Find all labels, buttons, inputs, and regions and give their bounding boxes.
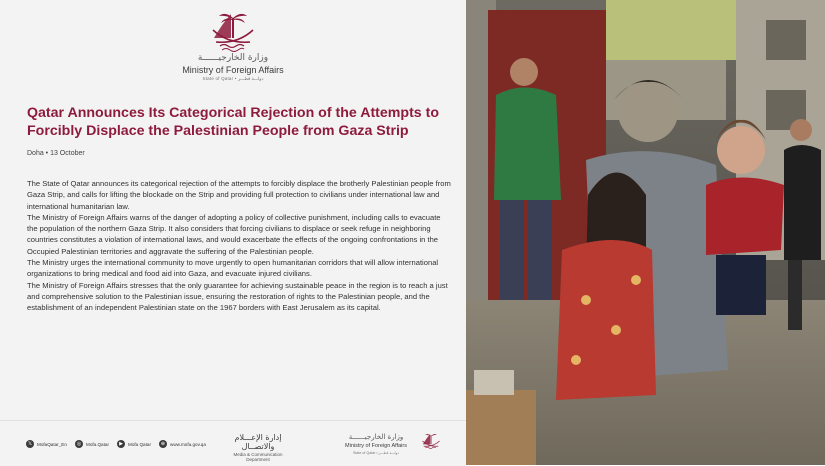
qatar-emblem-logo — [198, 8, 268, 52]
statement-body — [27, 178, 451, 314]
web-icon: ⊕ — [160, 441, 166, 447]
social-youtube[interactable] — [117, 440, 151, 448]
media-department — [222, 433, 294, 462]
social-label: www.mofa.gov.qa — [170, 441, 206, 447]
statement-title: Qatar Announces Its Categorical Rejection of the Attempts to Forcibly Displace the Palestinian People from Gaza Strip — [27, 105, 440, 139]
statement-paragraph: The Ministry of Foreign Affairs warns of the danger of adopting a policy of collective punishment, including calls to evacuate the population of the northern Gaza Strip. It also considers that forcing civilians to displace or seek refuge in neighboring countries constitutes a violation of international laws, and would exacerbate the effects of the ongoing confrontations in the Occupied Palestinian territories and aggravate the suffering of the Palestinian people. — [27, 212, 441, 256]
ministry-subtitle: State of Qatar • دولـــة قطـــر — [202, 76, 264, 81]
media-department-english: Media & Communication Department — [233, 452, 283, 462]
footer-emblem-logo — [416, 425, 446, 457]
social-label: MofaQatar_En — [37, 441, 67, 447]
statement-paragraph: The Ministry of Foreign Affairs stresses that the only guarantee for achieving sustainable peace in the region is to reach a just and comprehensive solution to the Palestinian issue, ensuring the restoration of rights to the Palestinian people, and the establishment of an independent Palestinian state on the 1967 borders with East Jerusalem as its capital. — [27, 280, 448, 313]
footer-ministry-arabic: وزارة الخارجيــــــة — [348, 433, 404, 441]
footer-ministry-english: Ministry of Foreign Affairs — [345, 443, 407, 449]
statement-paragraph: The State of Qatar announces its categorical rejection of the attempts to forcibly displace the brotherly Palestinian people from Gaza Strip, and calls for lifting the blockade on the Strip and providing full protection to civilians under international law and international humanitarian law. — [27, 179, 451, 211]
ministry-english-name: Ministry of Foreign Affairs — [182, 65, 284, 75]
statement-dateline: Doha • 13 October — [27, 150, 85, 157]
youtube-icon: ▶ — [117, 440, 125, 448]
instagram-icon: ◎ — [76, 441, 82, 447]
social-instagram[interactable] — [75, 440, 109, 448]
social-twitter[interactable] — [26, 440, 67, 448]
twitter-icon: 𝕏 — [27, 441, 33, 447]
footer-ministry-subtitle: State of Qatar • دولـــة قطـــر — [353, 451, 399, 455]
statement-paragraph: The Ministry urges the international community to move urgently to open humanitarian corridors that will allow international organizations to bring medical and food aid into Gaza, and evacuate injured civilians. — [27, 258, 439, 279]
social-label: Mofa Qatar — [128, 441, 151, 447]
social-label: Mofa.Qatar — [86, 441, 109, 447]
news-photo-children-in-street — [466, 0, 825, 465]
ministry-arabic-name: وزارة الخارجيــــــة — [197, 53, 269, 63]
social-website[interactable] — [159, 440, 206, 448]
media-department-arabic: إدارة الإعـــلام والاتصــال — [234, 433, 282, 451]
